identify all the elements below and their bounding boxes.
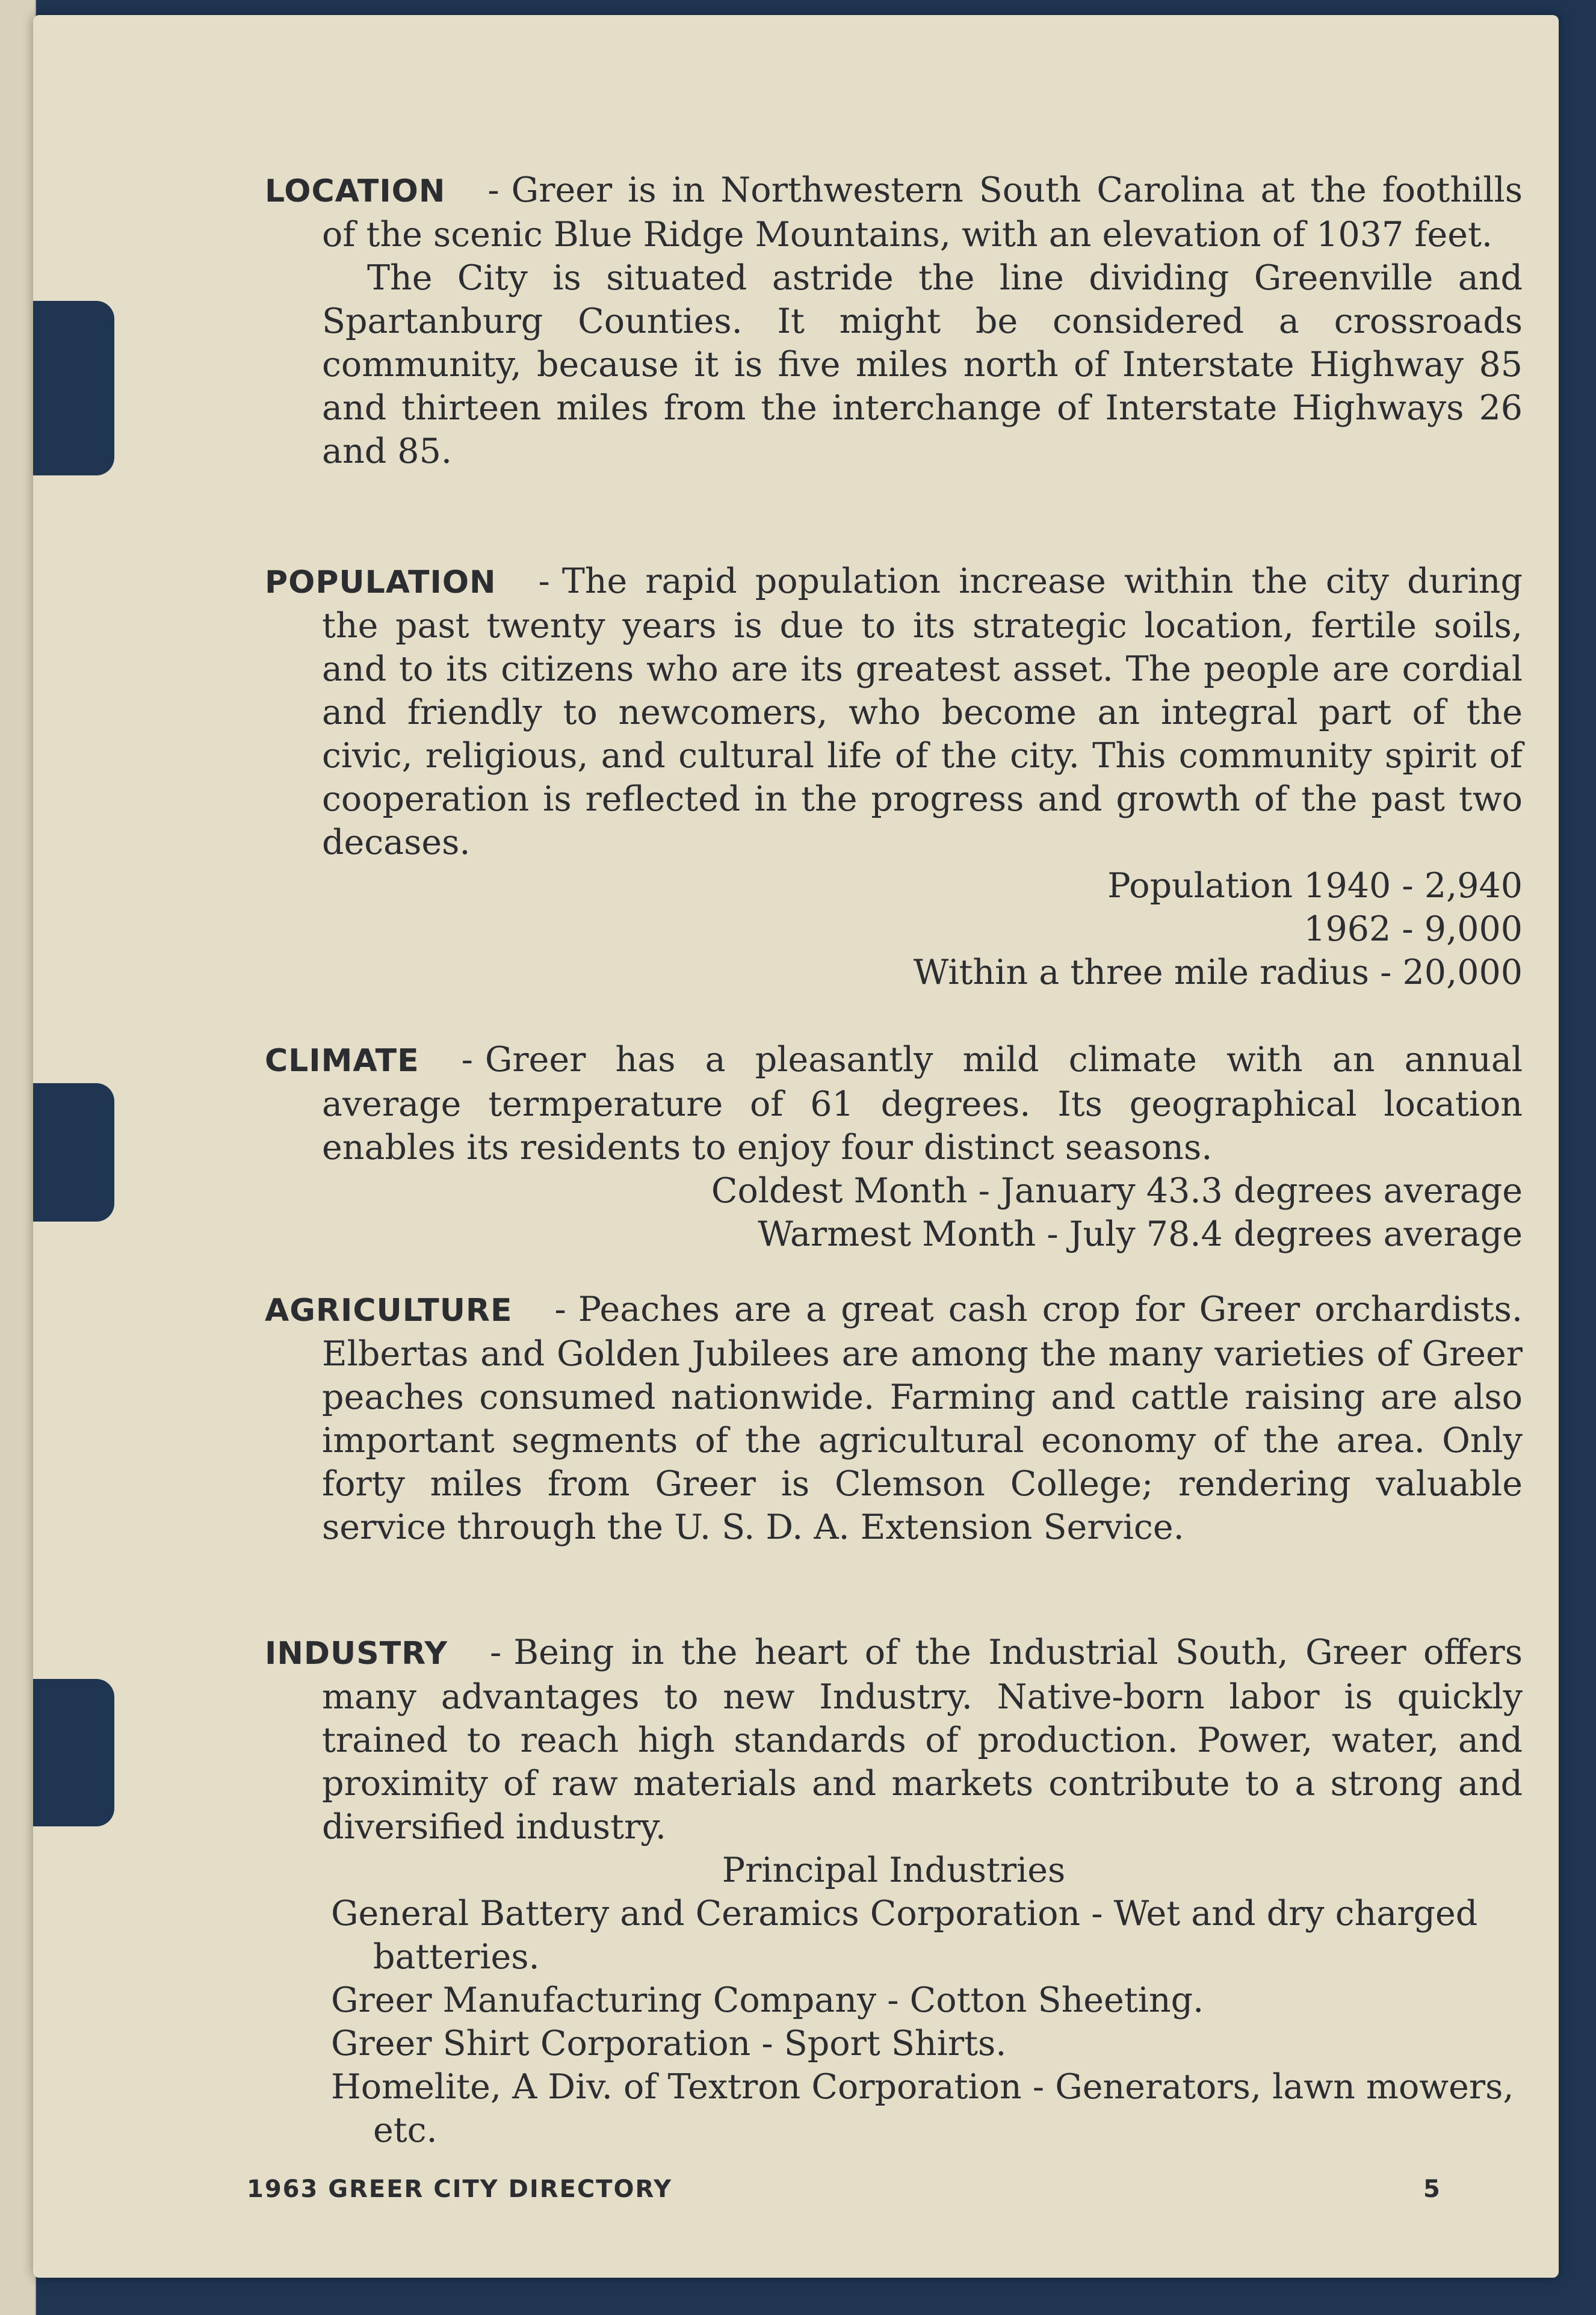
industry-heading: INDUSTRY (265, 1636, 448, 1672)
climate-warmest-month: Warmest Month - July 78.4 degrees average (758, 1214, 1523, 1254)
location-text-1: Greer is in Northwestern South Carolina at the foothills of the scenic Blue Ridge Mountains, with an elevation of 1037 feet. (322, 170, 1523, 255)
population-section (265, 560, 1523, 994)
industry-item: Greer Manufacturing Company - Cotton Sheeting. (331, 1980, 1204, 2020)
principal-industries-heading: Principal Industries (722, 1850, 1066, 1890)
binding-notch-middle (33, 1083, 114, 1222)
agriculture-paragraph: AGRICULTURE - Peaches are a great cash crop for Greer orchardists. Elbertas and Golden Jubilees are among the many varieties of Greer peaches consumed nationwide. Farming and cattle raising are also important segments of the agricultural economy of the area. Only forty miles from Greer is Clemson College; rendering valuable service through the U. S. D. A. Extension Service. (265, 1290, 1523, 1547)
agriculture-section (265, 1288, 1523, 1549)
page-number: 5 (1423, 2175, 1441, 2203)
population-text: The rapid population increase within the city during the past twenty years is due to its strategic location, fertile soils, and to its citizens who are its greatest asset. The people are cordial and friendly to newcomers, who become an integral part of the civic, religious, and cultural life of the city. This community spirit of cooperation is reflected in the progress and growth of the past two decases. (322, 561, 1523, 862)
industry-paragraph: INDUSTRY - Being in the heart of the Industrial South, Greer offers many advantages to new Industry. Native-born labor is quickly trained to reach high standards of production. Power, water, and proximity of raw materials and markets contribute to a strong and diversified industry. (265, 1633, 1523, 1847)
population-heading: POPULATION (265, 564, 496, 601)
climate-text: Greer has a pleasantly mild climate with an annual average termperature of 61 degrees. Its geographical location enables its residents to enjoy four distinct seasons. (322, 1040, 1523, 1167)
location-paragraph-1: LOCATION - Greer is in Northwestern South Carolina at the foothills of the scenic Blue Ridge Mountains, with an elevation of 1037 feet. (265, 170, 1523, 255)
industry-section (265, 1631, 1523, 2152)
industry-item: Greer Shirt Corporation - Sport Shirts. (331, 2024, 1007, 2063)
population-stat-1962: 1962 - 9,000 (1304, 909, 1523, 949)
climate-coldest-month: Coldest Month - January 43.3 degrees average (711, 1171, 1523, 1211)
location-heading: LOCATION (265, 173, 446, 209)
industry-text: Being in the heart of the Industrial South, Greer offers many advantages to new Industry. Native-born labor is quickly trained to reach high standards of production. Power, water, and proximity of raw materials and markets contribute to a strong and diversified industry. (322, 1633, 1523, 1847)
climate-paragraph: CLIMATE - Greer has a pleasantly mild climate with an annual average termperature of 61 degrees. Its geographical location enables its residents to enjoy four distinct seasons. (265, 1040, 1523, 1167)
binding-notch-bottom (33, 1679, 114, 1826)
industry-item: General Battery and Ceramics Corporation - Wet and dry charged batteries. (331, 1894, 1478, 1977)
footer-directory-title: 1963 GREER CITY DIRECTORY (247, 2175, 673, 2203)
climate-section (265, 1038, 1523, 1256)
industry-item: Homelite, A Div. of Textron Corporation - Generators, lawn mowers, etc. (331, 2067, 1514, 2150)
agriculture-text: Peaches are a great cash crop for Greer orchardists. Elbertas and Golden Jubilees are among the many varieties of Greer peaches consumed nationwide. Farming and cattle raising are also important segments of the agricultural economy of the area. Only forty miles from Greer is Clemson College; rendering valuable service through the U. S. D. A. Extension Service. (322, 1290, 1523, 1547)
location-section (265, 168, 1523, 473)
agriculture-heading: AGRICULTURE (265, 1293, 513, 1329)
directory-page (33, 15, 1559, 2278)
population-paragraph: POPULATION - The rapid population increase within the city during the past twenty years is due to its strategic location, fertile soils, and to its citizens who are its greatest asset. The people are cordial and friendly to newcomers, who become an integral part of the civic, religious, and cultural life of the city. This community spirit of cooperation is reflected in the progress and growth of the past two decases. (265, 561, 1523, 862)
location-paragraph-2: The City is situated astride the line dividing Greenville and Spartanburg Counties. It might be considered a crossroads community, because it is five miles north of Interstate Highway 85 and thirteen miles from the interchange of Interstate Highways 26 and 85. (322, 258, 1523, 471)
population-stat-radius: Within a three mile radius - 20,000 (913, 953, 1523, 992)
binding-notch-top (33, 301, 114, 475)
climate-heading: CLIMATE (265, 1043, 419, 1079)
population-stat-1940: Population 1940 - 2,940 (1107, 866, 1523, 906)
adjacent-page-edge (0, 0, 36, 2315)
